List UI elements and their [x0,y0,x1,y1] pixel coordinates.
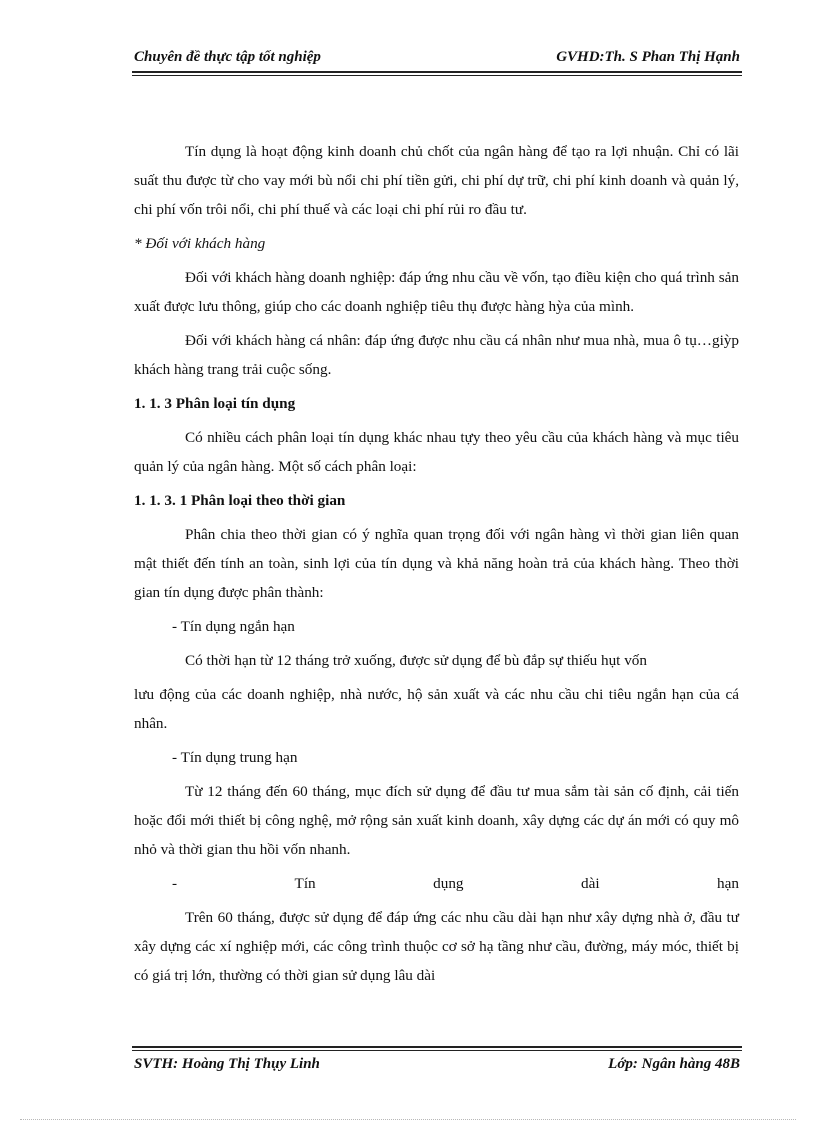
document-body [134,137,739,990]
paragraph-individual-customers: Đối với khách hàng cá nhân: đáp ứng được nhu cầu cá nhân như mua nhà, mua ô tụ…giỳp khách hàng trang trải cuộc sống. [134,332,739,378]
subheading-customers: * Đối với khách hàng [134,235,266,252]
paragraph-mid-term: Từ 12 tháng đến 60 tháng, mục đích sử dụng để đầu tư mua sắm tài sản cố định, cải tiến hoặc đổi mới thiết bị công nghệ, mở rộng sản xuất kinh doanh, xây dựng các dự án mới có quy mô nhỏ và thời gian thu hồi vốn nhanh. [134,783,739,858]
section-heading-1-1-3: 1. 1. 3 Phân loại tín dụng [134,395,296,412]
long-term-dash: - [172,875,178,892]
list-item-mid-term: - Tín dụng trung hạn [172,749,298,766]
long-term-word: Tín [294,875,316,892]
footer-rule-thin [132,1050,742,1051]
paragraph-classification-intro: Có nhiều cách phân loại tín dụng khác nhau tựy theo yêu cầu của khách hàng và mục tiêu quản lý của ngân hàng. Một số cách phân loại: [134,429,739,475]
header-rule-thin [132,75,742,76]
paragraph-short-term-line1: Có thời hạn từ 12 tháng trở xuống, được sử dụng để bù đắp sự thiếu hụt vốn [185,652,647,669]
page-bottom-dotted-rule [20,1119,796,1120]
paragraph-business-customers: Đối với khách hàng doanh nghiệp: đáp ứng nhu cầu về vốn, tạo điều kiện cho quá trình sản xuất được lưu thông, giúp cho các doanh nghiệp tiêu thụ được hàng hỳa của mình. [134,269,739,315]
header-left-text: Chuyên đề thực tập tốt nghiệp [134,49,321,65]
footer-right-text: Lớp: Ngân hàng 48B [608,1056,740,1072]
paragraph-credit-role: Tín dụng là hoạt động kinh doanh chủ chốt của ngân hàng để tạo ra lợi nhuận. Chỉ có lãi suất thu được từ cho vay mới bù nổi chi phí tiền gửi, chi phí dự trữ, chi phí kinh doanh và quản lý, chi phí vốn trôi nổi, chi phí thuế và các loại chi phí rủi ro đầu tư. [134,143,739,218]
page-footer [134,1056,740,1073]
long-term-word: hạn [717,875,739,892]
list-item-short-term: - Tín dụng ngắn hạn [172,618,295,635]
list-item-long-term [134,869,739,898]
footer-left-text: SVTH: Hoàng Thị Thụy Linh [134,1056,320,1072]
paragraph-time-classification: Phân chia theo thời gian có ý nghĩa quan trọng đối với ngân hàng vì thời gian liên quan mật thiết đến tính an toàn, sinh lợi của tín dụng và khả năng hoàn trả của khách hàng. Theo thời gian tín dụng được phân thành: [134,526,739,601]
section-heading-1-1-3-1: 1. 1. 3. 1 Phân loại theo thời gian [134,492,346,509]
header-right-text: GVHD:Th. S Phan Thị Hạnh [556,49,740,65]
long-term-word: dụng [433,875,464,892]
long-term-word: dài [580,875,600,892]
header-rule [132,71,742,73]
paragraph-short-term-rest: lưu động của các doanh nghiệp, nhà nước, hộ sản xuất và các nhu cầu chi tiêu ngắn hạn của cá nhân. [134,686,739,732]
paragraph-long-term: Trên 60 tháng, được sử dụng để đáp ứng các nhu cầu dài hạn như xây dựng nhà ở, đầu tư xây dựng các xí nghiệp mới, các công trình thuộc cơ sở hạ tầng như cầu, đường, máy móc, thiết bị có giá trị lớn, thường có thời gian sử dụng lâu dài [134,909,739,984]
footer-rule [132,1046,742,1048]
page-header [134,49,740,66]
